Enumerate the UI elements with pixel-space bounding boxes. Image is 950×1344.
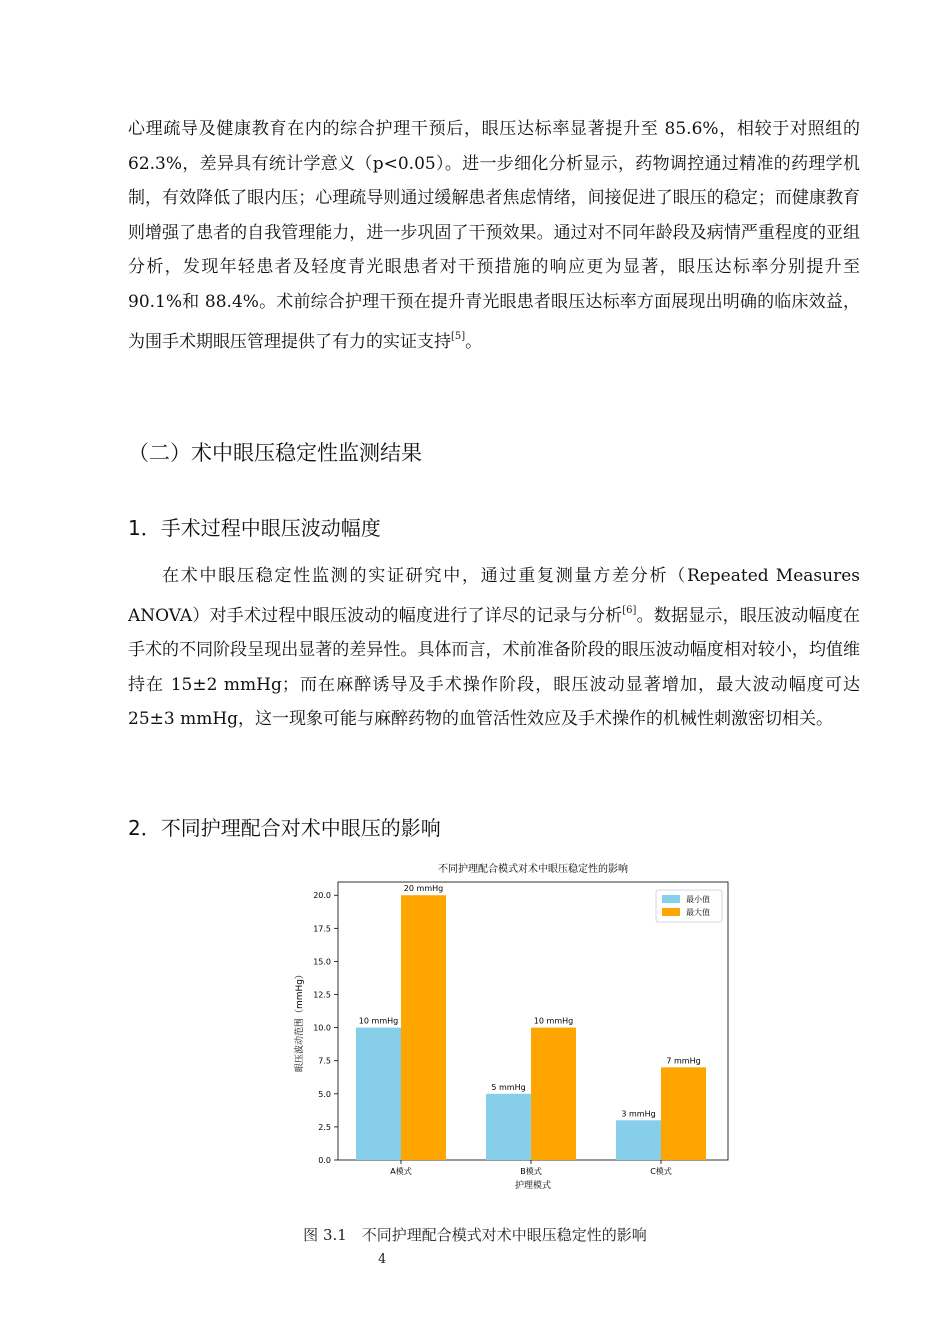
paragraph-2 xyxy=(128,559,860,737)
citation-ref[interactable]: [6] xyxy=(622,604,637,616)
bar-data-label: 3 mmHg xyxy=(621,1109,656,1119)
bar-data-label: 5 mmHg xyxy=(491,1082,526,1092)
y-tick-label: 17.5 xyxy=(313,924,331,934)
legend-swatch xyxy=(662,895,680,903)
x-tick-label: C模式 xyxy=(650,1167,672,1176)
paragraph-1 xyxy=(128,112,860,359)
subsection-heading-1: 1．手术过程中眼压波动幅度 xyxy=(128,516,381,540)
citation-ref[interactable]: [5] xyxy=(451,330,466,342)
bar-最大值-B模式 xyxy=(531,1028,576,1160)
bar-最小值-C模式 xyxy=(616,1120,661,1160)
legend-swatch xyxy=(662,908,680,916)
bar-data-label: 20 mmHg xyxy=(403,884,444,894)
bar-最小值-A模式 xyxy=(356,1028,401,1160)
y-axis-label: 眼压波动范围（mmHg） xyxy=(295,969,305,1073)
bar-最大值-C模式 xyxy=(661,1067,706,1160)
bar-data-label: 10 mmHg xyxy=(358,1016,399,1026)
body-text-middle xyxy=(128,559,860,737)
body-text-top xyxy=(128,112,860,359)
subsection-heading-2: 2．不同护理配合对术中眼压的影响 xyxy=(128,816,441,840)
section-heading: （二）术中眼压稳定性监测结果 xyxy=(128,441,422,465)
bar-data-label: 7 mmHg xyxy=(666,1056,701,1066)
legend-label: 最大值 xyxy=(686,908,710,917)
y-tick-label: 10.0 xyxy=(313,1023,331,1033)
paragraph-2-text: 在术中眼压稳定性监测的实证研究中，通过重复测量方差分析（Repeated Measures ANOVA）对手术过程中眼压波动的幅度进行了详尽的记录与分析 xyxy=(128,566,860,626)
bar-data-label: 10 mmHg xyxy=(533,1016,574,1026)
y-tick-label: 15.0 xyxy=(313,957,331,967)
bar-最大值-A模式 xyxy=(401,895,446,1160)
paragraph-1-text: 心理疏导及健康教育在内的综合护理干预后，眼压达标率显著提升至 85.6%，相较于对照组的 62.3%，差异具有统计学意义（p<0.05）。进一步细化分析显示，药物调控通过精准的药理学机制，有效降低了眼内压；心理疏导则通过缓解患者焦虑情绪，间接促进了眼压的稳定；而健康教育则增强了患者的自我管理能力，进一步巩固了干预效果。通过对不同年龄段及病情严重程度的亚组分析，发现年轻患者及轻度青光眼患者对干预措施的响应更为显著，眼压达标率分别提升至 90.1%和 88.4%。术前综合护理干预在提升青光眼患者眼压达标率方面展现出明确的临床效益，为围手术期眼压管理提供了有力的实证支持 xyxy=(128,119,860,352)
paragraph-2-end: 。数据显示，眼压波动幅度在手术的不同阶段呈现出显著的差异性。具体而言，术前准备阶段的眼压波动幅度相对较小，均值维持在 15±2 mmHg；而在麻醉诱导及手术操作阶段，眼压波动显著增加，最大波动幅度可达 25±3 mmHg，这一现象可能与麻醉药物的血管活性效应及手术操作的机械性刺激密切相关。 xyxy=(128,605,860,730)
y-tick-label: 7.5 xyxy=(318,1056,331,1066)
chart-title: 不同护理配合模式对术中眼压稳定性的影响 xyxy=(438,864,628,875)
x-tick-label: B模式 xyxy=(520,1167,542,1176)
y-tick-label: 20.0 xyxy=(313,891,331,901)
page-number: 4 xyxy=(378,1252,387,1267)
figure-chart xyxy=(288,858,738,1198)
legend-label: 最小值 xyxy=(686,895,710,904)
y-tick-label: 5.0 xyxy=(318,1089,331,1099)
y-tick-label: 2.5 xyxy=(318,1122,331,1132)
figure-caption: 图 3.1 不同护理配合模式对术中眼压稳定性的影响 xyxy=(303,1226,647,1244)
y-tick-label: 0.0 xyxy=(318,1156,331,1165)
y-tick-label: 12.5 xyxy=(313,990,331,1000)
x-axis-label: 护理模式 xyxy=(514,1181,552,1191)
x-tick-label: A模式 xyxy=(390,1167,412,1176)
bar-chart xyxy=(288,858,738,1198)
bar-最小值-B模式 xyxy=(486,1094,531,1160)
paragraph-1-end: 。 xyxy=(465,331,483,352)
